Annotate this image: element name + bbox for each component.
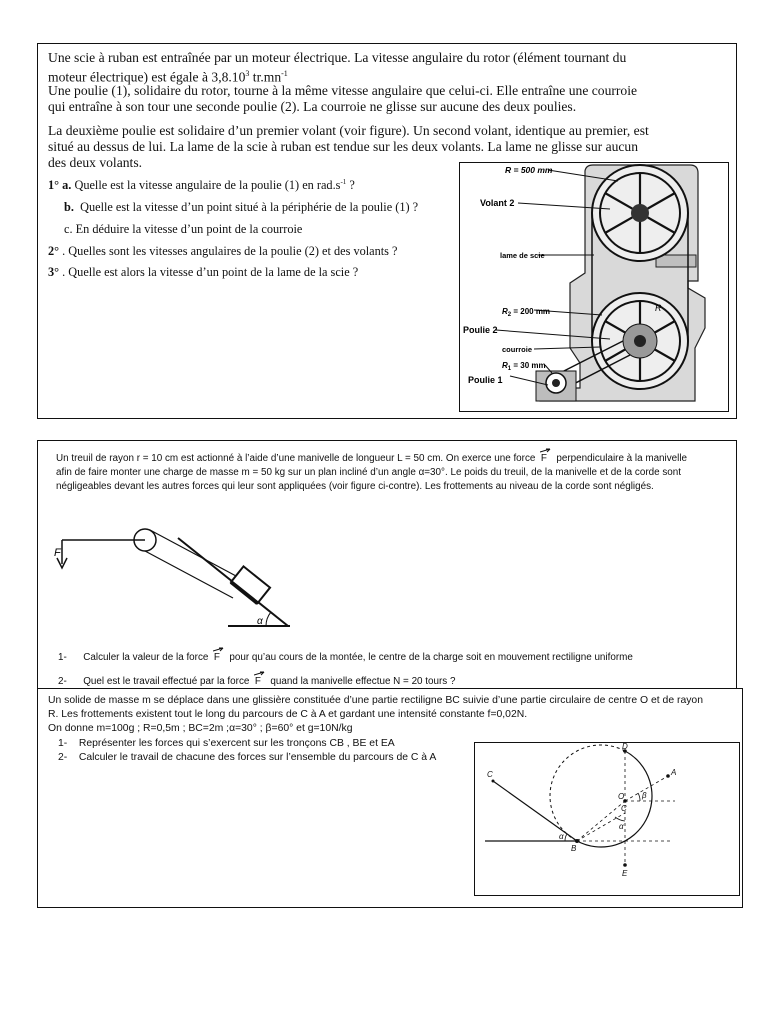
- label-alpha-incline: α: [559, 832, 564, 841]
- label-r2: $R_2 = 200$ mm: [502, 307, 551, 318]
- label-F: F: [54, 547, 61, 559]
- question-1b: b. Quelle est la vitesse d’un point situé à la périphérie de la poulie (1) ?: [64, 200, 419, 214]
- exercise-1-box: [37, 43, 737, 419]
- label-point-A: A: [671, 768, 677, 777]
- label-courroie: courroie: [502, 345, 533, 354]
- label-volant-2: Volant 2: [480, 198, 515, 208]
- ex2-line-2: afin de faire monter une charge de masse m = 50 kg sur un plan incliné d’un angle α=30°. Le poids du treuil, de la manivelle et de la corde sont: [56, 467, 682, 478]
- winch-incline-figure: [38, 516, 338, 636]
- question-1a: 1° a. Quelle est la vitesse angulaire de la poulie (1) en $rad.s^{-1}$ ?: [48, 178, 355, 193]
- label-beta: β: [642, 791, 647, 800]
- ex2-question-2: 2- Quel est le travail effectué par la force F quand la manivelle effectue N = 20 tours ?: [58, 676, 455, 689]
- label-alpha-center: α: [619, 822, 624, 831]
- label-point-O: O: [618, 792, 625, 801]
- ex1-para2-line-3: des deux volants.: [48, 155, 143, 170]
- label-lame: lame de scie: [500, 251, 545, 260]
- question-2: 2° . Quelles sont les vitesses angulaires de la poulie (2) et des volants ?: [48, 244, 398, 258]
- vector-F-q2: F: [255, 676, 265, 689]
- exercise-2-box: [37, 440, 737, 690]
- label-point-B: B: [571, 844, 577, 853]
- vector-F-q1: F: [214, 652, 224, 665]
- ex1-intro-line-1: Une scie à ruban est entraînée par un moteur électrique. La vitesse angulaire du rotor (élément tournant du: [48, 50, 627, 65]
- track-drawing: [475, 743, 739, 895]
- ex2-line-3: négligeables devant les autres forces qui leur sont appliquées (voir figure ci-contre). Les frottements au niveau de la corde sont négligés.: [56, 481, 654, 492]
- label-point-D: D: [622, 743, 628, 751]
- vector-F-inline: F: [541, 453, 551, 466]
- ex1-para2-line-1: La deuxième poulie est solidaire d’un premier volant (voir figure). Un second volant, identique au premier, est: [48, 123, 649, 138]
- label-r-wheel: R: [655, 303, 662, 313]
- label-r1: $R_1 = 30$ mm: [502, 361, 546, 372]
- load-block: [231, 566, 270, 603]
- exercise-3-box: [37, 688, 743, 908]
- lower-flywheel: [592, 293, 688, 389]
- ex1-intro-line-2: moteur électrique) est égale à 3,8.10$^3$ $tr.mn^{-1}$: [48, 69, 288, 85]
- label-point-E: E: [622, 869, 628, 878]
- label-alpha: α: [257, 616, 263, 627]
- ex1-intro-line-4: qui entraîne à son tour une seconde poulie (2). La courroie ne glisse sur aucune des deux poulies.: [48, 99, 577, 114]
- label-point-C: C: [487, 770, 493, 779]
- ex3-question-1: 1- Représenter les forces qui s’exercent sur les tronçons CB , BE et EA: [58, 738, 395, 749]
- label-r-top: R = 500 mm: [505, 165, 553, 175]
- track-figure: [474, 742, 740, 896]
- label-point-C-prime: C: [621, 804, 627, 813]
- band-saw-drawing: [460, 163, 728, 411]
- question-3: 3° . Quelle est alors la vitesse d’un point de la lame de la scie ?: [48, 265, 359, 279]
- question-1c: c. En déduire la vitesse d’un point de la courroie: [64, 222, 303, 236]
- motor-pulley-1: [536, 371, 576, 401]
- ex3-line-2: R. Les frottements existent tout le long du parcours de C à A et gardant une intensité constante f=0,02N.: [48, 709, 528, 720]
- ex3-question-2: 2- Calculer le travail de chacune des forces sur l’ensemble du parcours de C à A: [58, 752, 437, 763]
- label-poulie-2: Poulie 2: [463, 325, 498, 335]
- ex2-question-1: 1- Calculer la valeur de la force F pour qu’au cours de la montée, le centre de la charge soit en mouvement rectiligne uniforme: [58, 652, 633, 665]
- label-poulie-1: Poulie 1: [468, 375, 503, 385]
- ex3-line-1: Un solide de masse m se déplace dans une glissière constituée d’une partie rectiligne BC suivie d’une partie circulaire de centre O et de rayon: [48, 695, 703, 706]
- ex1-intro-line-3: Une poulie (1), solidaire du rotor, tourne à la même vitesse angulaire que celui-ci. Elle entraîne une courroie: [48, 83, 638, 98]
- ex1-para2-line-2: situé au dessus de lui. La lame de la scie à ruban est tendue sur les deux volants. La lame ne glisse sur aucun: [48, 139, 639, 154]
- ex2-line-1: Un treuil de rayon r = 10 cm est actionné à l’aide d’une manivelle de longueur L = 50 cm. On exerce une force F perpendiculaire à la manivelle: [56, 453, 687, 466]
- band-saw-figure: [459, 162, 729, 412]
- ex3-line-3: On donne m=100g ; R=0,5m ; BC=2m ;α=30° ; β=60° et g=10N/kg: [48, 723, 353, 734]
